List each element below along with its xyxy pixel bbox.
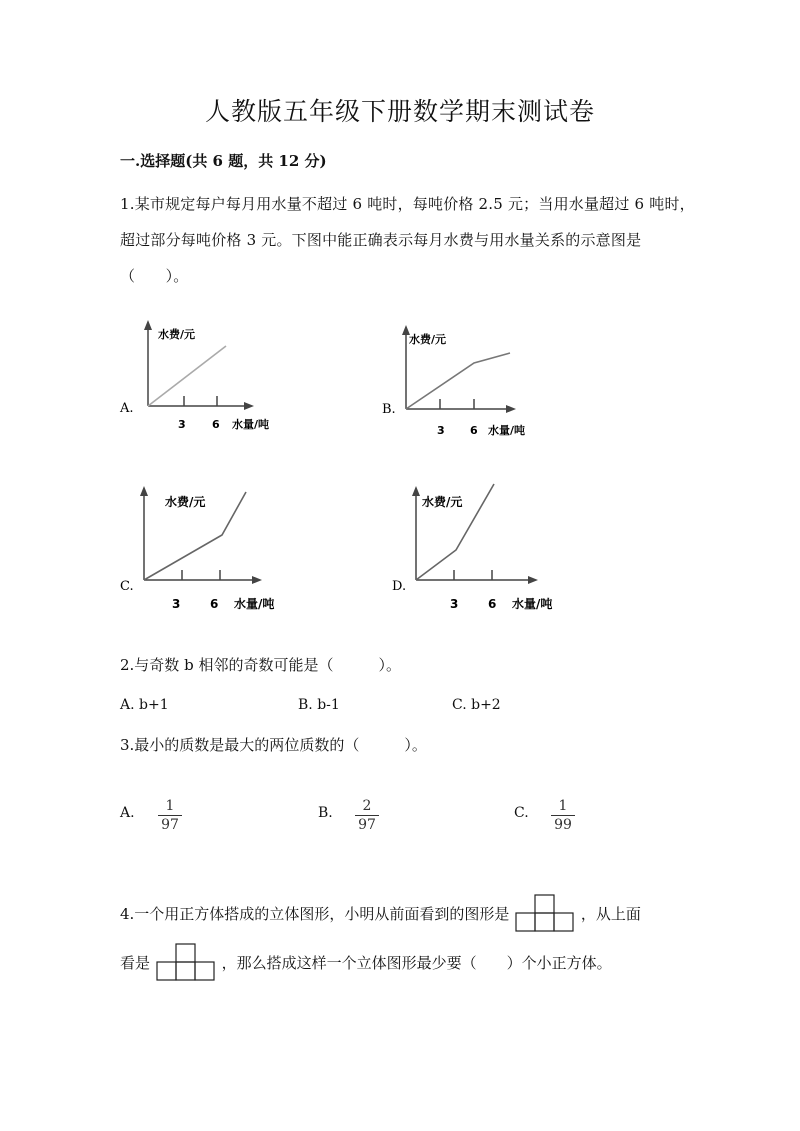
y-axis-arrow xyxy=(412,486,420,496)
y-axis-label: 水费/元 xyxy=(422,495,463,509)
q3-option-b-fraction xyxy=(355,798,379,833)
graph-b-svg xyxy=(382,325,562,445)
top-bottom-square xyxy=(157,962,176,980)
numerator: 1 xyxy=(551,798,575,816)
x-axis-label: 水量/吨 xyxy=(488,424,526,437)
front-view-figure xyxy=(514,893,576,937)
denominator: 97 xyxy=(358,817,376,833)
q2-option-c: C. b+2 xyxy=(452,697,501,713)
tick-label-3: 3 xyxy=(178,418,186,431)
tick-label-3: 3 xyxy=(172,597,181,611)
graph-line xyxy=(406,353,510,409)
option-letter: D. xyxy=(392,579,407,594)
option-letter: A. xyxy=(120,401,134,416)
tick-label-6: 6 xyxy=(210,597,219,611)
page-title: 人教版五年级下册数学期末测试卷 xyxy=(204,97,595,126)
q4-text-part-4: ，那么搭成这样一个立体图形最少要（ ）个小正方体。 xyxy=(221,954,612,972)
graph-option-d xyxy=(392,482,582,621)
x-axis-arrow xyxy=(528,576,538,584)
question-3-text: 3.最小的质数是最大的两位质数的（ ）。 xyxy=(120,736,427,754)
top-bottom-square xyxy=(195,962,214,980)
option-letter: B. xyxy=(382,402,396,417)
q3-option-c-letter: C. xyxy=(514,805,529,821)
top-bottom-square xyxy=(176,962,195,980)
tick-label-6: 6 xyxy=(212,418,220,431)
q4-text-part-1: 4.一个用正方体搭成的立体图形，小明从前面看到的图形是 xyxy=(120,905,510,923)
graph-line xyxy=(148,346,226,406)
numerator: 1 xyxy=(158,798,182,816)
front-view-svg xyxy=(514,893,576,933)
tick-label-6: 6 xyxy=(488,597,497,611)
graph-c-svg xyxy=(120,482,310,617)
q2-option-a: A. b+1 xyxy=(120,697,169,713)
y-axis-label: 水费/元 xyxy=(165,495,206,509)
tick-label-6: 6 xyxy=(470,424,478,437)
question-1-text: 1.某市规定每户每月用水量不超过 6 吨时，每吨价格 2.5 元；当用水量超过 6 吨时，超过部分每吨价格 3 元。下图中能正确表示每月水费与用水量关系的示意图是（ ）。 xyxy=(120,195,695,285)
front-top-square xyxy=(535,895,554,913)
question-2-text: 2.与奇数 b 相邻的奇数可能是（ ）。 xyxy=(120,656,401,674)
x-axis-arrow xyxy=(506,405,516,413)
x-axis-label: 水量/吨 xyxy=(234,597,275,611)
graph-d-svg xyxy=(392,482,582,617)
top-view-svg xyxy=(155,942,217,982)
q3-option-a-letter: A. xyxy=(120,805,135,821)
front-bottom-square xyxy=(516,913,535,931)
section-heading: 一.选择题(共 6 题，共 12 分) xyxy=(120,152,327,170)
x-axis-label: 水量/吨 xyxy=(512,597,553,611)
q4-text-part-3: 看是 xyxy=(120,954,151,972)
front-bottom-square xyxy=(554,913,573,931)
y-axis-label: 水费/元 xyxy=(158,328,196,341)
graph-option-c xyxy=(120,482,310,621)
q3-option-c-fraction xyxy=(551,798,575,833)
graph-a-svg xyxy=(120,320,300,440)
tick-label-3: 3 xyxy=(437,424,445,437)
x-axis-arrow xyxy=(244,402,254,410)
y-axis-label: 水费/元 xyxy=(409,333,447,346)
question-4-line-1 xyxy=(120,893,641,937)
denominator: 99 xyxy=(554,817,572,833)
q3-option-b-letter: B. xyxy=(318,805,333,821)
front-bottom-square xyxy=(535,913,554,931)
graph-option-b xyxy=(382,325,562,449)
q2-option-b: B. b-1 xyxy=(298,697,340,713)
numerator: 2 xyxy=(355,798,379,816)
option-letter: C. xyxy=(120,579,134,594)
denominator: 97 xyxy=(161,817,179,833)
tick-label-3: 3 xyxy=(450,597,459,611)
y-axis-arrow xyxy=(140,486,148,496)
question-4-line-2 xyxy=(120,942,612,986)
x-axis-arrow xyxy=(252,576,262,584)
graph-option-a xyxy=(120,320,300,444)
x-axis-label: 水量/吨 xyxy=(232,418,270,431)
q3-option-a-fraction xyxy=(158,798,182,833)
top-view-figure xyxy=(155,942,217,986)
top-top-square xyxy=(176,944,195,962)
q4-text-part-2: ，从上面 xyxy=(580,905,641,923)
y-axis-arrow xyxy=(144,320,152,330)
